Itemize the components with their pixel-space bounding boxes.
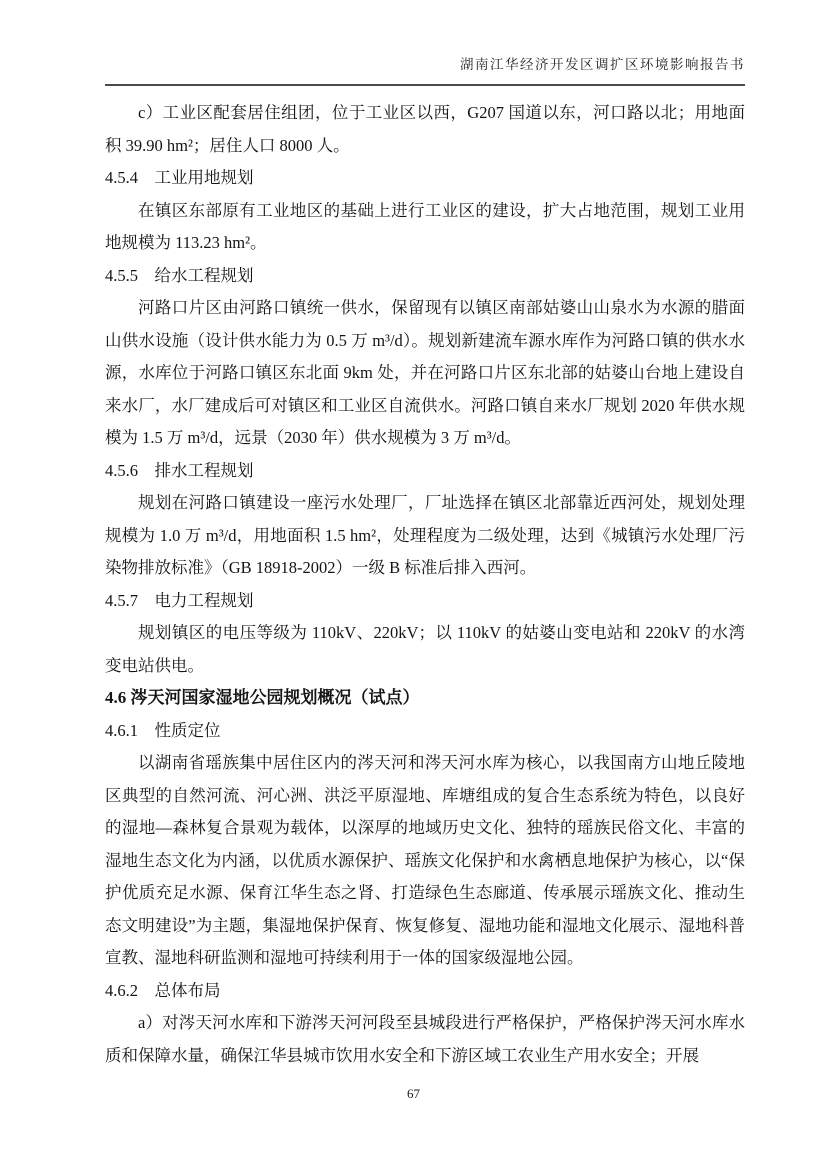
heading-4-6-2: 4.6.2 总体布局 (105, 980, 221, 1000)
header-title: 湖南江华经济开发区调扩区环境影响报告书 (460, 57, 745, 72)
heading-4-6-1: 4.6.1 性质定位 (105, 720, 221, 740)
heading-4-5-5: 4.5.5 给水工程规划 (105, 265, 254, 285)
paragraph-industrial-housing: c）工业区配套居住组团，位于工业区以西，G207 国道以东，河口路以北；用地面积 39.90 hm²；居住人口 8000 人。 (105, 103, 745, 155)
heading-4-6: 4.6 涔天河国家湿地公园规划概况（试点） (105, 688, 420, 707)
page-number: 67 (407, 1086, 420, 1101)
document-body (105, 97, 745, 1072)
paragraph-industrial-land: 在镇区东部原有工业地区的基础上进行工业区的建设，扩大占地范围，规划工业用地规模为 113.23 hm²。 (105, 200, 745, 252)
page-footer (0, 1084, 827, 1104)
paragraph-wetland-nature: 以湖南省瑶族集中居住区内的涔天河和涔天河水库为核心，以我国南方山地丘陵地区典型的自然河流、河心洲、洪泛平原湿地、库塘组成的复合生态系统为特色，以良好的湿地—森林复合景观为载体，以深厚的地域历史文化、独特的瑶族民俗文化、丰富的湿地生态文化为内涵，以优质水源保护、瑶族文化保护和水禽栖息地保护为核心，以“保护优质充足水源、保育江华生态之肾、打造绿色生态廊道、传承展示瑶族文化、推动生态文明建设”为主题，集湿地保护保育、恢复修复、湿地功能和湿地文化展示、湿地科普宣教、湿地科研监测和湿地可持续利用于一体的国家级湿地公园。 (105, 753, 745, 967)
paragraph-drainage: 规划在河路口镇建设一座污水处理厂，厂址选择在镇区北部靠近西河处，规划处理规模为 1.0 万 m³/d，用地面积 1.5 hm²，处理程度为二级处理，达到《城镇污水处理厂污染物排放标准》（GB 18918-2002）一级 B 标准后排入西河。 (105, 493, 745, 577)
heading-4-5-7: 4.5.7 电力工程规划 (105, 590, 254, 610)
paragraph-water-supply: 河路口片区由河路口镇统一供水，保留现有以镇区南部姑婆山山泉水为水源的腊面山供水设施（设计供水能力为 0.5 万 m³/d）。规划新建流车源水库作为河路口镇的供水水源，水库位于河路口镇区东北面 9km 处，并在河路口片区东北部的姑婆山台地上建设自来水厂，水厂建成后可对镇区和工业区自流供水。河路口镇自来水厂规划 2020 年供水规模为 1.5 万 m³/d，远景（2030 年）供水规模为 3 万 m³/d。 (105, 298, 745, 447)
page-header (105, 56, 745, 74)
paragraph-power: 规划镇区的电压等级为 110kV、220kV；以 110kV 的姑婆山变电站和 220kV 的水湾变电站供电。 (105, 623, 745, 675)
heading-4-5-6: 4.5.6 排水工程规划 (105, 460, 254, 480)
paragraph-overall-layout: a）对涔天河水库和下游涔天河河段至县城段进行严格保护，严格保护涔天河水库水质和保障水量，确保江华县城市饮用水安全和下游区域工农业生产用水安全；开展 (105, 1013, 745, 1065)
heading-4-5-4: 4.5.4 工业用地规划 (105, 168, 254, 187)
header-rule (105, 84, 745, 86)
